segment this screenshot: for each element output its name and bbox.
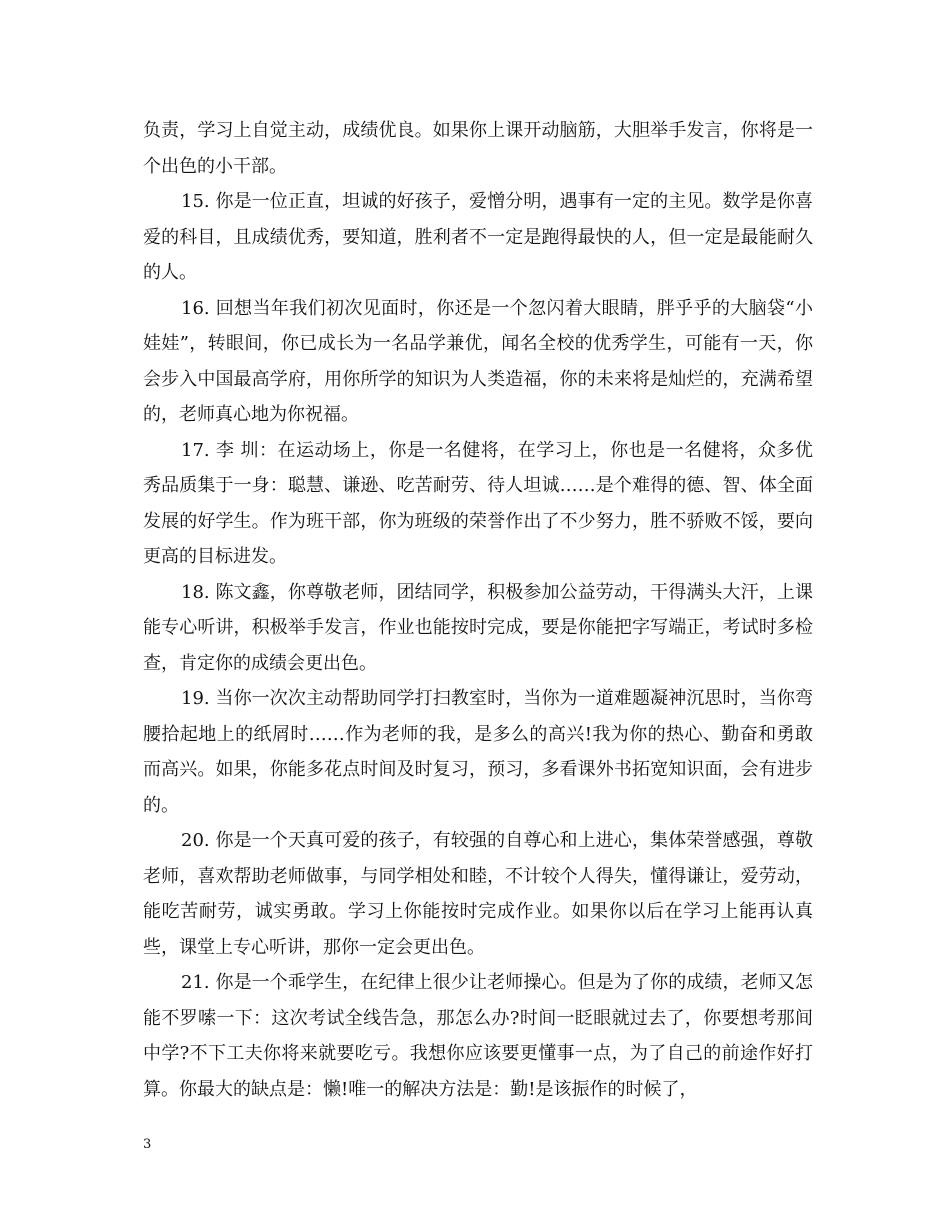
page-number: 3 (143, 1137, 152, 1152)
paragraph-20: 20. 你是一个天真可爱的孩子，有较强的自尊心和上进心，集体荣誉感强，尊敬老师，喜欢帮助老师做事，与同学相处和睦，不计较个人得失，懂得谦让，爱劳动，能吃苦耐劳，诚实勇敢。学习上你能按时完成作业。如果你以后在学习上能再认真些，课堂上专心听讲，那你一定会更出色。 (143, 830, 813, 958)
paragraph-16: 16. 回想当年我们初次见面时，你还是一个忽闪着大眼睛，胖乎乎的大脑袋“小娃娃”，转眼间，你已成长为一名品学兼优，闻名全校的优秀学生，可能有一天，你会步入中国最高学府，用你所学的知识为人类造福，你的未来将是灿烂的，充满希望的，老师真心地为你祝福。 (143, 297, 813, 425)
paragraph-21: 21. 你是一个乖学生，在纪律上很少让老师操心。但是为了你的成绩，老师又怎能不罗嗦一下：这次考试全线告急，那怎么办?时间一眨眼就过去了，你要想考那间中学?不下工夫你将来就要吃亏。我想你应该要更懂事一点，为了自己的前途作好打算。你最大的缺点是：懒!唯一的解决方法是：勤!是该振作的时候了， (143, 972, 813, 1100)
paragraph-19: 19. 当你一次次主动帮助同学打扫教室时，当你为一道难题凝神沉思时，当你弯腰拾起地上的纸屑时……作为老师的我，是多么的高兴!我为你的热心、勤奋和勇敢而高兴。如果，你能多花点时间及时复习，预习，多看课外书拓宽知识面，会有进步的。 (143, 688, 813, 816)
paragraph-17: 17. 李 圳：在运动场上，你是一名健将，在学习上，你也是一名健将，众多优秀品质集于一身：聪慧、谦逊、吃苦耐劳、待人坦诚……是个难得的德、智、体全面发展的好学生。作为班干部，你为班级的荣誉作出了不少努力，胜不骄败不馁，要向更高的目标进发。 (143, 439, 813, 567)
paragraph-15: 15. 你是一位正直，坦诚的好孩子，爱憎分明，遇事有一定的主见。数学是你喜爱的科目，且成绩优秀，要知道，胜利者不一定是跑得最快的人，但一定是最能耐久的人。 (143, 191, 813, 283)
paragraph-continued: 负责，学习上自觉主动，成绩优良。如果你上课开动脑筋，大胆举手发言，你将是一个出色的小干部。 (143, 120, 813, 177)
paragraph-18: 18. 陈文鑫，你尊敬老师，团结同学，积极参加公益劳动，干得满头大汗，上课能专心听讲，积极举手发言，作业也能按时完成，要是你能把字写端正，考试时多检查，肯定你的成绩会更出色。 (143, 581, 813, 674)
document-body (143, 113, 813, 1107)
